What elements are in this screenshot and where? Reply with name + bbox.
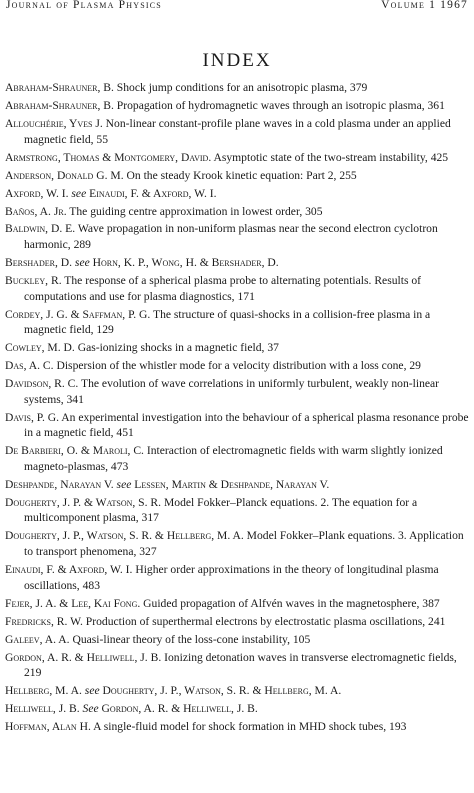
index-entry <box>5 650 474 681</box>
entry-author: Das, A. C. <box>5 359 54 373</box>
entry-author: Dougherty, J. P. & Watson, S. R. <box>5 495 162 509</box>
index-entry <box>5 632 474 648</box>
entry-title: Wave propagation in non-uniform plasmas near the second electron cyclotron harmonic, 289 <box>24 222 438 252</box>
entry-author: Abraham-Shrauner, B. <box>5 81 114 94</box>
index-entry <box>5 376 474 407</box>
index-entry <box>5 495 474 526</box>
entry-author: Helliwell, J. B. <box>5 702 80 716</box>
page-title: INDEX <box>202 50 272 71</box>
entry-title: Guided propagation of Alfvén waves in the magnetosphere, 387 <box>140 596 440 610</box>
entry-title: Asymptotic state of the two-stream instability, 425 <box>211 150 449 164</box>
entry-author: Cowley, M. D. <box>5 341 75 355</box>
entry-title: A single-fluid model for shock formation in MHD shock tubes, 193 <box>90 720 407 734</box>
index-entry <box>5 273 474 304</box>
entry-author: Abraham-Shrauner, B. <box>5 98 114 112</box>
running-header <box>6 0 468 14</box>
entry-author: Anderson, Donald G. M. <box>5 168 124 182</box>
entry-title: Model Fokker–Plank equations. 3. Application to transport phenomena, 327 <box>24 529 464 559</box>
entry-cross-reference: Horn, K. P., Wong, H. & Bershader, D. <box>92 256 279 270</box>
entry-author: Davis, P. G. <box>5 410 60 424</box>
index-entry <box>5 98 474 114</box>
entry-title: The response of a spherical plasma probe to alternating potentials. Results of computations and use for plasma diagnostics, 171 <box>24 274 422 303</box>
index-entry <box>5 701 474 717</box>
index-entry <box>5 477 474 493</box>
index-entry <box>5 614 474 630</box>
entry-author: Einaudi, F. & Axford, W. I. <box>5 563 133 577</box>
entry-title: Production of superthermal electrons by electrostatic plasma oscillations, 241 <box>82 614 446 628</box>
entry-author: Bershader, D. <box>5 256 73 270</box>
entry-see-reference: see <box>81 684 103 698</box>
entry-author: Fredricks, R. W. <box>5 614 83 628</box>
entry-author: Armstrong, Thomas & Montgomery, David. <box>5 150 212 164</box>
entry-title: Propagation of hydromagnetic waves through an isotropic plasma, 361 <box>113 98 445 112</box>
index-entry <box>5 528 474 559</box>
entry-see-reference: see <box>68 186 90 200</box>
index-entry <box>5 150 474 166</box>
entry-title: The structure of quasi-shocks in a collision-free plasma in a magnetic field, 129 <box>24 307 431 337</box>
entry-title: Quasi-linear theory of the loss-cone instability, 105 <box>69 632 311 646</box>
index-entry <box>5 410 474 441</box>
index-entries <box>5 80 474 737</box>
entry-title: Higher order approximations in the theory of longitudinal plasma oscillations, 483 <box>24 563 439 592</box>
entry-title: Interaction of electromagnetic fields with warm slightly ionized magneto-plasmas, 473 <box>24 444 443 473</box>
entry-see-reference: see <box>113 477 135 491</box>
index-entry <box>5 255 474 271</box>
entry-author: Hoffman, Alan H. <box>5 720 91 734</box>
index-entry <box>5 719 474 735</box>
index-entry <box>5 358 474 374</box>
entry-author: Cordey, J. G. & Saffman, P. G. <box>5 307 151 321</box>
index-entry <box>5 340 474 356</box>
index-entry <box>5 596 474 612</box>
entry-cross-reference: Einaudi, F. & Axford, W. I. <box>89 186 217 200</box>
entry-title: Non-linear constant-profile plane waves in a cold plasma under an applied magnetic field, 55 <box>24 116 451 146</box>
entry-title: The guiding centre approximation in lowest order, 305 <box>66 204 323 218</box>
entry-author: Baños, A. Jr. <box>5 204 67 218</box>
entry-title: An experimental investigation into the behaviour of a spherical plasma resonance probe in a magnetic field, 451 <box>24 410 469 440</box>
entry-cross-reference: Gordon, A. R. & Helliwell, J. B. <box>101 702 258 716</box>
entry-author: Baldwin, D. E. <box>5 222 76 236</box>
entry-author: Dougherty, J. P., Watson, S. R. & Hellberg, M. A. <box>5 529 244 543</box>
index-entry <box>5 168 474 184</box>
volume-year: Volume 1 1967 <box>381 0 468 11</box>
index-entry <box>5 307 474 338</box>
index-entry <box>5 80 474 96</box>
entry-author: Gordon, A. R. & Helliwell, J. B. <box>5 650 162 664</box>
index-entry <box>5 443 474 474</box>
index-entry <box>5 204 474 220</box>
index-entry <box>5 186 474 202</box>
entry-author: De Barbieri, O. & Maroli, C. <box>5 444 144 458</box>
entry-author: Fejer, J. A. & Lee, Kai Fong. <box>5 596 141 610</box>
entry-title: The evolution of wave correlations in uniformly turbulent, weakly non-linear systems, 341 <box>24 377 440 406</box>
entry-author: Buckley, R. <box>5 274 62 288</box>
entry-title: Dispersion of the whistler mode for a velocity distribution with a loss cone, 29 <box>53 359 421 373</box>
entry-title: Model Fokker–Planck equations. 2. The equation for a multicomponent plasma, 317 <box>24 495 418 525</box>
entry-author: Axford, W. I. <box>5 186 69 200</box>
entry-title: Gas-ionizing shocks in a magnetic field, 37 <box>74 341 279 355</box>
journal-name: Journal of Plasma Physics <box>6 0 162 11</box>
entry-author: Davidson, R. C. <box>5 377 79 391</box>
entry-author: Allouchérie, Yves J. <box>5 116 103 130</box>
entry-author: Hellberg, M. A. <box>5 684 82 698</box>
index-entry <box>5 683 474 699</box>
entry-author: Deshpande, Narayan V. <box>5 477 114 491</box>
entry-see-reference: See <box>79 702 102 716</box>
index-entry <box>5 562 474 593</box>
index-entry <box>5 116 474 147</box>
entry-cross-reference: Lessen, Martin & Deshpande, Narayan V. <box>134 477 330 491</box>
entry-author: Galeev, A. A. <box>5 632 70 646</box>
entry-title: Shock jump conditions for an anisotropic plasma, 379 <box>113 81 368 94</box>
entry-title: Ionizing detonation waves in transverse electromagnetic fields, 219 <box>24 650 457 680</box>
entry-see-reference: see <box>72 256 93 270</box>
entry-cross-reference: Dougherty, J. P., Watson, S. R. & Hellberg, M. A. <box>102 684 342 698</box>
entry-title: On the steady Krook kinetic equation: Part 2, 255 <box>123 168 357 182</box>
index-entry <box>5 221 474 252</box>
